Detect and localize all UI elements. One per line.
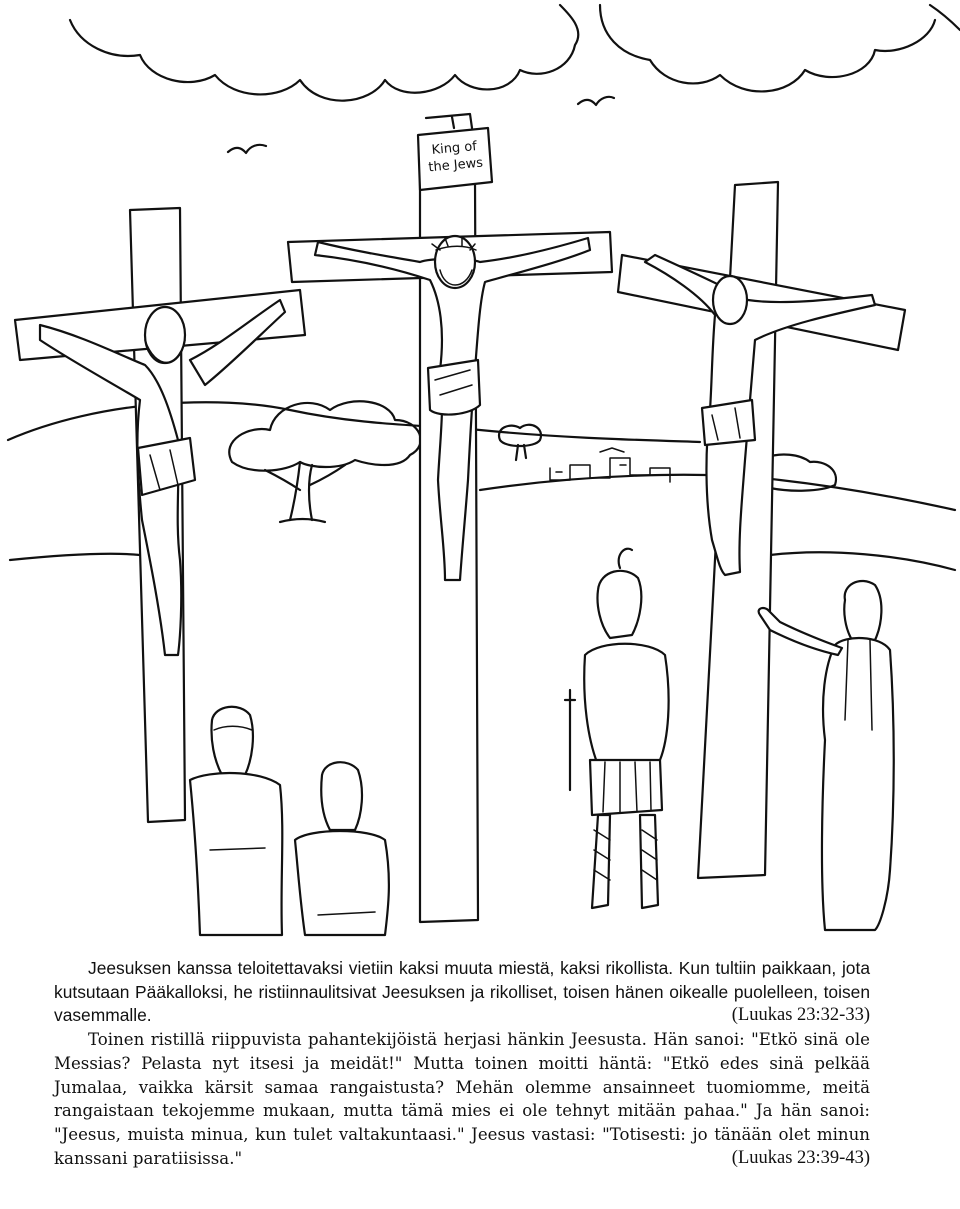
reference-1: (Luukas 23:32-33) <box>731 1005 870 1026</box>
left-criminal <box>40 300 285 655</box>
robed-onlooker <box>759 581 894 930</box>
sign-line-2: the Jews <box>427 155 484 176</box>
paragraph-1 <box>54 957 870 1028</box>
paragraph-1-text: Jeesuksen kanssa teloitettavaksi vietiin kaksi muuta miestä, kaksi rikollista. Kun tultiin paikkaan, jota kutsutaan Pääkalloksi, he ristiinnaulitsivat Jeesuksen ja rikolliset, toisen hänen oikealle puolelleen, toisen vasemmalle. <box>54 958 870 1026</box>
distant-town <box>550 448 836 491</box>
paragraph-2 <box>54 1028 870 1170</box>
jesus-figure <box>315 236 590 580</box>
sign-inscription <box>418 137 493 177</box>
sign-line-1: King of <box>431 139 478 158</box>
roman-soldier <box>565 549 669 908</box>
bible-passage <box>54 957 870 1170</box>
tree <box>229 401 541 522</box>
paragraph-2-text: Toinen ristillä riippuvista pahantekijöistä herjasi hänkin Jeesusta. Hän sanoi: "Etkö sinä ole Messias? Pelasta nyt itsesi ja meidät!" Mutta toinen moitti häntä: "Etkö edes sinä pelkää Jumalaa, vaikka kärsit samaa rangaistusta? Mehän olemme ansainneet tuomiomme, meitä rangaistaan tekojemme mukaan, mutta tämä mies ei ole tehnyt mitään pahaa." Ja hän sanoi: "Jeesus, muista minua, kun tulet valtakuntaasi." Jeesus vastasi: "Totisesti: jo tänään olet minun kanssani paratiisissa." <box>54 1030 870 1168</box>
clouds <box>70 5 960 101</box>
reference-2: (Luukas 23:39-43) <box>731 1147 870 1168</box>
onlookers-left <box>190 707 389 935</box>
